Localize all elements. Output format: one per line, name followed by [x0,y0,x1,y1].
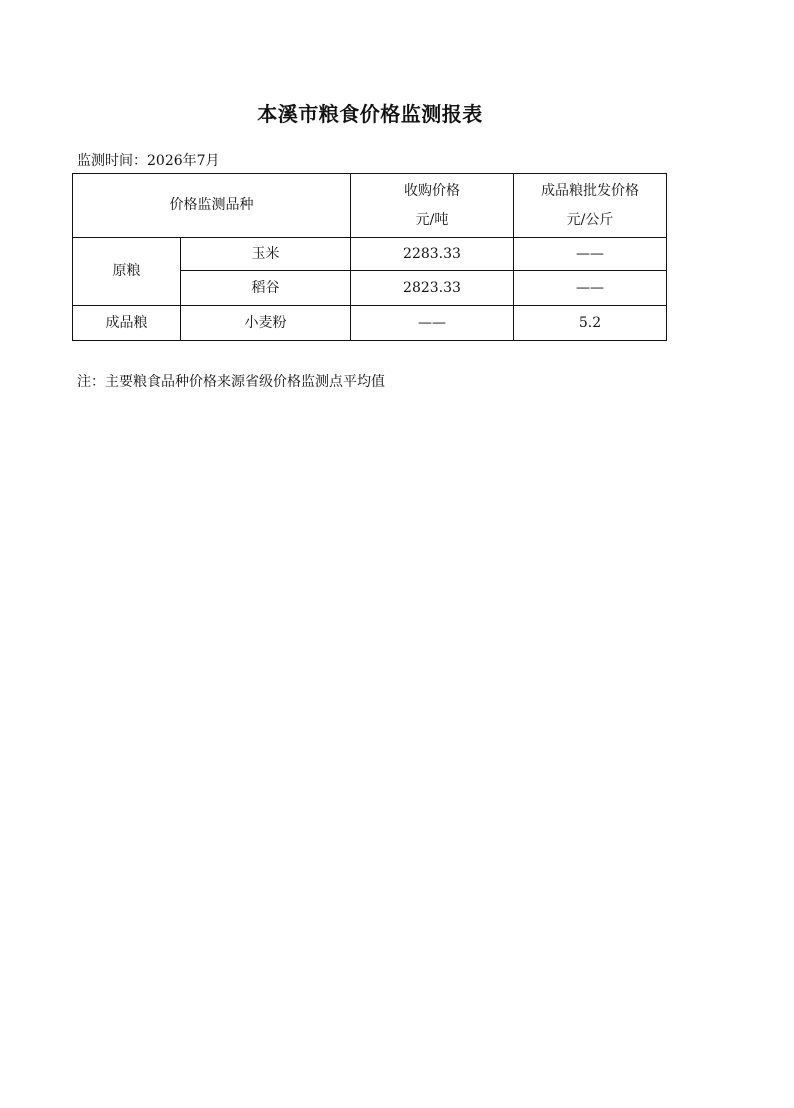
header-wholesale-unit: 元/公斤 [566,211,614,228]
purchase-price-cell: —— [351,306,514,341]
header-wholesale-price-label: 成品粮批发价格 [541,182,639,199]
header-purchase-unit: 元/吨 [415,211,449,228]
category-cell: 成品粮 [73,306,181,341]
header-purchase-price-label: 收购价格 [404,182,460,199]
monitoring-period: 监测时间：2026年7月 [77,153,220,169]
purchase-price-cell: 2283.33 [351,238,514,271]
wholesale-price-cell: —— [514,271,667,306]
price-table [72,173,667,341]
purchase-price-cell: 2823.33 [351,271,514,306]
item-cell: 稻谷 [181,271,351,306]
wholesale-price-cell: —— [514,238,667,271]
item-cell: 玉米 [181,238,351,271]
header-purchase-price [351,174,514,238]
table-header-row [73,174,667,238]
wholesale-price-cell: 5.2 [514,306,667,341]
header-wholesale-price [514,174,667,238]
footnote: 注：主要粮食品种价格来源省级价格监测点平均值 [77,374,385,390]
table-row [73,238,667,271]
item-cell: 小麦粉 [181,306,351,341]
category-cell: 原粮 [73,238,181,306]
header-variety: 价格监测品种 [73,174,351,238]
page-title: 本溪市粮食价格监测报表 [257,102,483,126]
table-row [73,306,667,341]
